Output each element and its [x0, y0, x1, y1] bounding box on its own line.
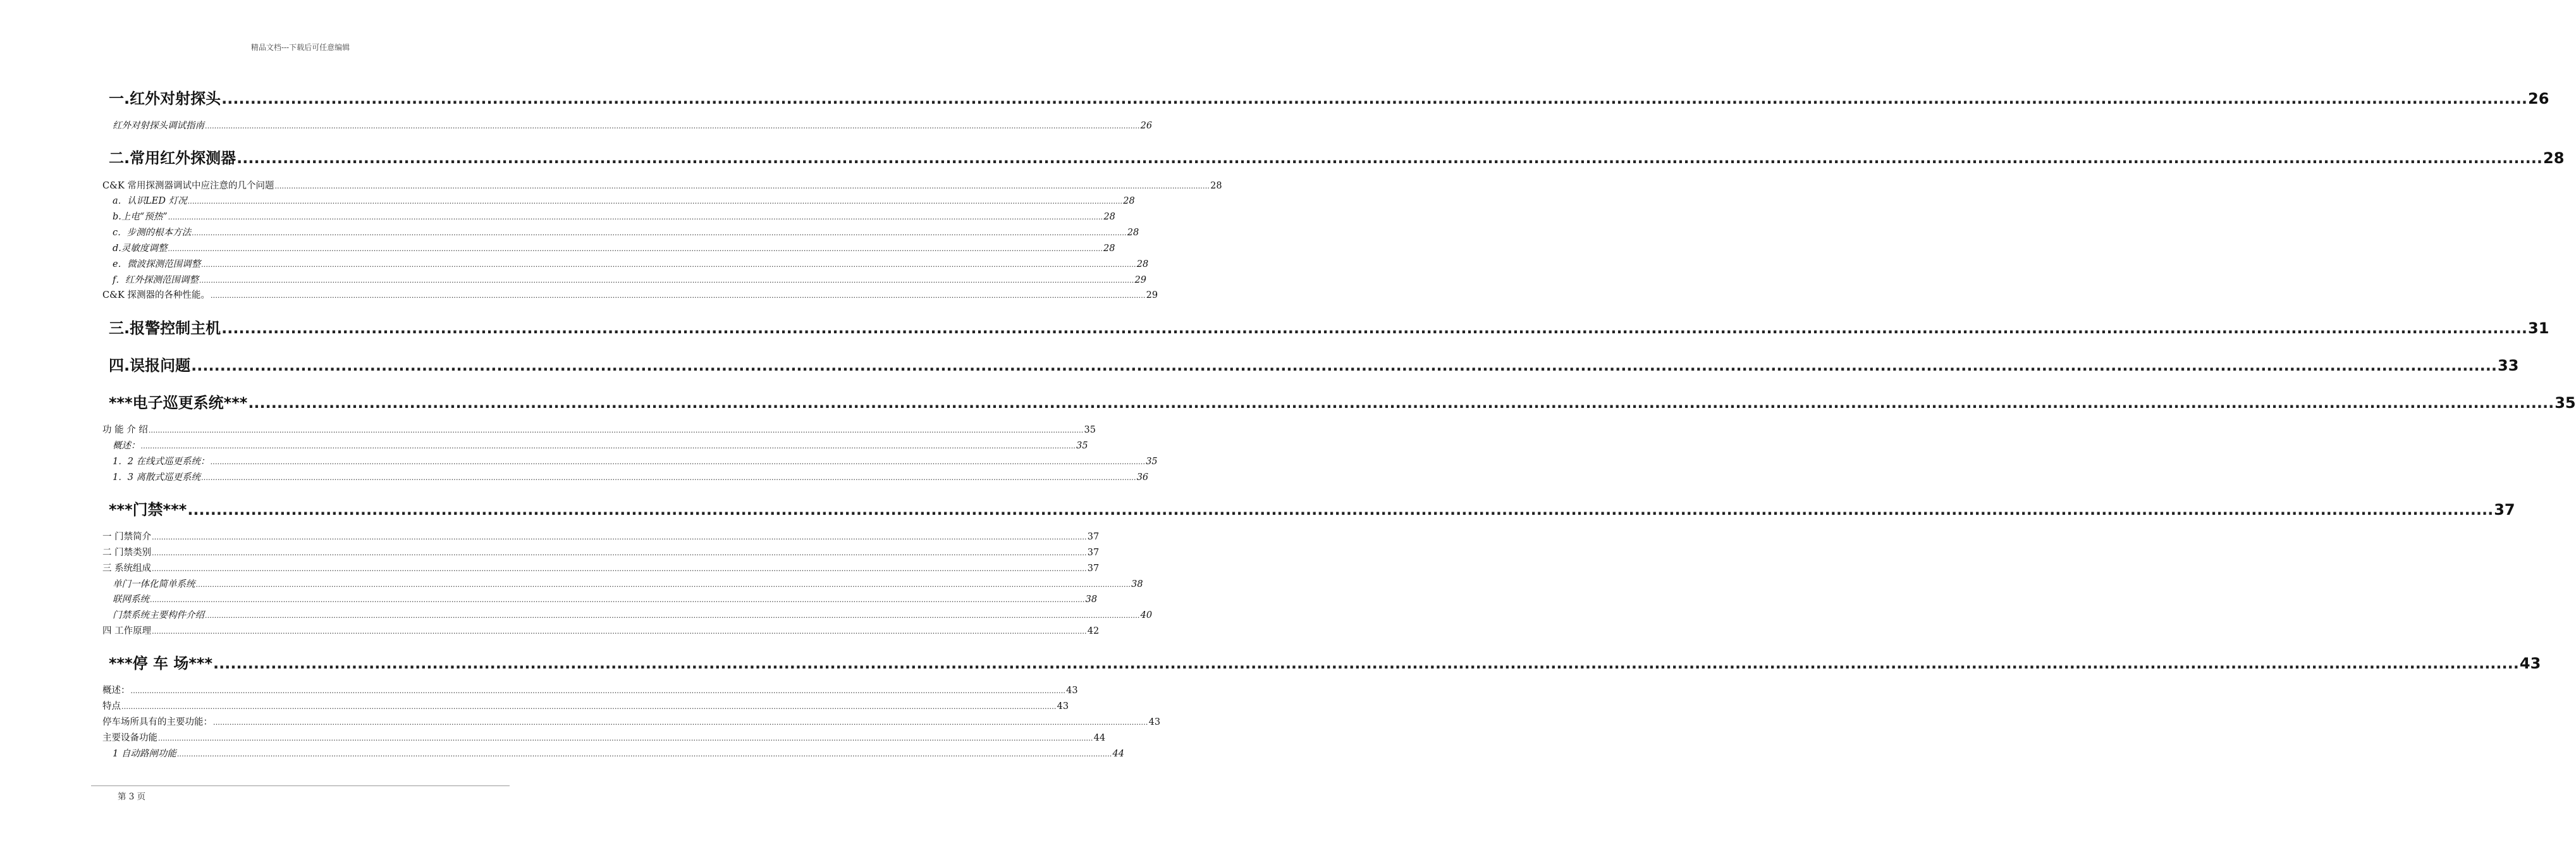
toc-entry-title: f．红外探测范围调整 [113, 275, 199, 285]
toc-entry-title: b.上电“预热” [113, 212, 168, 222]
toc-dot-leader: ................................................................................................................................................................................................................................................................................................................................................................................................................ [221, 319, 2527, 337]
page-number: 第 3 页 [118, 792, 146, 802]
toc-entry-title: 三 系统组成 [102, 564, 152, 574]
toc-dot-leader: ................................................................................................................................................................................................................................................................................................................................................................................................................ [140, 442, 1076, 450]
toc-chapter-entry[interactable] [109, 145, 2565, 167]
toc-entry-title: 概述： [113, 441, 140, 451]
toc-dot-leader: ................................................................................................................................................................................................................................................................................................................................................................................................................ [176, 750, 1112, 758]
toc-page-number: 28 [2543, 149, 2565, 167]
toc-chapter-entry[interactable] [109, 497, 2515, 519]
toc-section-entry[interactable] [113, 118, 1153, 131]
toc-dot-leader: ................................................................................................................................................................................................................................................................................................................................................................................................................ [121, 703, 1057, 711]
toc-dot-leader: ................................................................................................................................................................................................................................................................................................................................................................................................................ [191, 357, 2497, 374]
toc-dot-leader: ................................................................................................................................................................................................................................................................................................................................................................................................................ [168, 245, 1103, 253]
toc-section-entry[interactable] [102, 730, 1106, 743]
toc-dot-leader: ................................................................................................................................................................................................................................................................................................................................................................................................................ [210, 458, 1146, 466]
toc-dot-leader: ................................................................................................................................................................................................................................................................................................................................................................................................................ [148, 426, 1084, 434]
toc-page-number: 29 [1134, 275, 1146, 285]
toc-entry-title: 单门一体化简单系统 [113, 579, 195, 589]
toc-section-entry[interactable] [113, 209, 1115, 222]
toc-entry-title: 四 工作原理 [102, 626, 152, 636]
toc-page-number: 38 [1085, 594, 1098, 605]
toc-dot-leader: ................................................................................................................................................................................................................................................................................................................................................................................................................ [158, 734, 1093, 742]
toc-entry-title: 1．3 离散式巡更系统 [113, 472, 201, 483]
toc-dot-leader: ................................................................................................................................................................................................................................................................................................................................................................................................................ [187, 197, 1123, 206]
toc-page-number: 28 [1123, 196, 1135, 206]
toc-page-number: 35 [1076, 441, 1088, 451]
page-header: 精品文档---下载后可任意编辑 [250, 43, 350, 52]
toc-chapter-entry[interactable] [109, 353, 2519, 374]
toc-entry-title: 特点 [102, 701, 121, 711]
toc-dot-leader: ................................................................................................................................................................................................................................................................................................................................................................................................................ [221, 90, 2527, 108]
toc-page-number: 43 [1148, 717, 1161, 727]
toc-page-number: 43 [1057, 701, 1069, 711]
footer-divider [91, 785, 510, 786]
toc-page-number: 31 [2528, 319, 2549, 337]
toc-entry-title: e．微波探测范围调整 [113, 259, 201, 269]
toc-section-entry[interactable] [102, 288, 1158, 300]
toc-entry-title: 联网系统 [113, 594, 149, 605]
toc-dot-leader: ................................................................................................................................................................................................................................................................................................................................................................................................................ [199, 276, 1134, 285]
toc-dot-leader: ................................................................................................................................................................................................................................................................................................................................................................................................................ [187, 501, 2494, 519]
toc-dot-leader: ................................................................................................................................................................................................................................................................................................................................................................................................................ [152, 565, 1087, 573]
toc-entry-title: C&K 探测器的各种性能。 [102, 290, 210, 300]
toc-dot-leader: ................................................................................................................................................................................................................................................................................................................................................................................................................ [213, 655, 2519, 672]
toc-section-entry[interactable] [102, 699, 1069, 711]
toc-entry-title: 红外对射探头调试指南 [113, 121, 204, 131]
toc-page-number: 28 [1210, 181, 1222, 191]
toc-page-number: 43 [1066, 686, 1078, 696]
toc-entry-title: 一 门禁简介 [102, 532, 152, 542]
toc-dot-leader: ................................................................................................................................................................................................................................................................................................................................................................................................................ [195, 581, 1131, 589]
toc-page-number: 35 [2555, 394, 2576, 412]
toc-page-number: 26 [1140, 121, 1153, 131]
toc-dot-leader: ................................................................................................................................................................................................................................................................................................................................................................................................................ [192, 229, 1127, 237]
toc-page-number: 35 [1146, 457, 1158, 467]
toc-entry-title: ***门禁*** [109, 501, 187, 519]
toc-entry-title: C&K 常用探测器调试中应注意的几个问题 [102, 181, 274, 191]
toc-section-entry[interactable] [102, 624, 1100, 636]
toc-entry-title: 停车场所具有的主要功能： [102, 717, 212, 727]
toc-section-entry[interactable] [113, 273, 1146, 285]
toc-dot-leader: ................................................................................................................................................................................................................................................................................................................................................................................................................ [248, 394, 2555, 412]
toc-chapter-entry[interactable] [109, 86, 2549, 108]
toc-dot-leader: ................................................................................................................................................................................................................................................................................................................................................................................................................ [130, 687, 1066, 695]
toc-page-number: 37 [1087, 548, 1100, 558]
toc-dot-leader: ................................................................................................................................................................................................................................................................................................................................................................................................................ [205, 612, 1140, 620]
toc-entry-title: 概述： [102, 686, 130, 696]
toc-page-number: 36 [1136, 472, 1149, 483]
toc-dot-leader: ................................................................................................................................................................................................................................................................................................................................................................................................................ [168, 213, 1103, 221]
toc-page-number: 43 [2519, 655, 2541, 672]
toc-page-number: 28 [1136, 259, 1149, 269]
toc-entry-title: 三.报警控制主机 [109, 319, 221, 337]
toc-entry-title: 功 能 介 绍 [102, 425, 148, 435]
toc-page-number: 44 [1093, 733, 1106, 743]
toc-section-entry[interactable] [102, 529, 1100, 542]
toc-entry-title: c．步测的根本方法 [113, 228, 192, 238]
toc-section-entry[interactable] [113, 608, 1153, 620]
toc-dot-leader: ................................................................................................................................................................................................................................................................................................................................................................................................................ [213, 718, 1148, 727]
toc-dot-leader: ................................................................................................................................................................................................................................................................................................................................................................................................................ [152, 627, 1087, 636]
toc-entry-title: 一. [109, 90, 130, 108]
toc-section-entry[interactable] [102, 545, 1100, 558]
toc-dot-leader: ................................................................................................................................................................................................................................................................................................................................................................................................................ [152, 549, 1087, 557]
toc-chapter-entry[interactable] [109, 390, 2576, 412]
toc-entry-title: 1 自动路闸功能 [113, 749, 176, 759]
toc-dot-leader: ................................................................................................................................................................................................................................................................................................................................................................................................................ [236, 149, 2542, 167]
toc-page-number: 28 [1103, 243, 1115, 254]
toc-section-entry[interactable] [102, 422, 1096, 435]
toc-page-number: 40 [1140, 610, 1153, 620]
toc-section-entry[interactable] [102, 683, 1078, 696]
toc-section-entry[interactable] [113, 241, 1115, 254]
toc-entry-title: 二.常用红外探测器 [109, 149, 236, 167]
toc-entry-title: 红外对射探头 [130, 90, 221, 108]
toc-entry-title: 主要设备功能 [102, 733, 157, 743]
toc-section-entry[interactable] [113, 592, 1098, 605]
toc-page-number: 38 [1131, 579, 1143, 589]
toc-entry-title: a．认识LED 灯况 [113, 196, 187, 206]
toc-entry-title: 门禁系统主要构件介绍 [113, 610, 204, 620]
toc-dot-leader: ................................................................................................................................................................................................................................................................................................................................................................................................................ [150, 596, 1085, 604]
toc-entry-title: ***停 车 场*** [109, 655, 213, 672]
toc-section-entry[interactable] [102, 561, 1100, 574]
toc-dot-leader: ................................................................................................................................................................................................................................................................................................................................................................................................................ [152, 533, 1087, 541]
toc-section-entry[interactable] [113, 470, 1149, 483]
toc-dot-leader: ................................................................................................................................................................................................................................................................................................................................................................................................................ [201, 261, 1136, 269]
toc-section-entry[interactable] [102, 715, 1161, 727]
toc-page-number: 28 [1103, 212, 1115, 222]
toc-entry-title: ***电子巡更系统*** [109, 394, 248, 412]
toc-page-number: 33 [2498, 357, 2519, 374]
toc-section-entry[interactable] [113, 577, 1143, 589]
toc-page-number: 37 [1087, 564, 1100, 574]
toc-page-number: 29 [1146, 290, 1158, 300]
toc-page-number: 44 [1112, 749, 1124, 759]
toc-section-entry[interactable] [113, 225, 1139, 238]
toc-page-number: 42 [1087, 626, 1100, 636]
toc-entry-title: 四.误报问题 [109, 357, 191, 374]
toc-section-entry[interactable] [113, 746, 1124, 759]
toc-page-number: 35 [1084, 425, 1096, 435]
toc-dot-leader: ................................................................................................................................................................................................................................................................................................................................................................................................................ [210, 292, 1146, 300]
toc-dot-leader: ................................................................................................................................................................................................................................................................................................................................................................................................................ [205, 122, 1140, 130]
toc-chapter-entry[interactable] [109, 651, 2541, 672]
toc-dot-leader: ................................................................................................................................................................................................................................................................................................................................................................................................................ [201, 474, 1136, 482]
toc-page-number: 37 [2494, 501, 2515, 519]
toc-section-entry[interactable] [113, 454, 1158, 467]
toc-chapter-entry[interactable] [109, 316, 2549, 337]
toc-dot-leader: ................................................................................................................................................................................................................................................................................................................................................................................................................ [274, 182, 1210, 190]
toc-section-entry[interactable] [113, 194, 1135, 206]
toc-entry-title: 二 门禁类别 [102, 548, 152, 558]
toc-section-entry[interactable] [113, 257, 1149, 269]
toc-section-entry[interactable] [113, 438, 1088, 451]
toc-section-entry[interactable] [102, 178, 1222, 191]
toc-entry-title: d.灵敏度调整 [113, 243, 168, 254]
toc-page-number: 28 [1127, 228, 1139, 238]
toc-page-number: 37 [1087, 532, 1100, 542]
toc-entry-title: 1．2 在线式巡更系统： [113, 457, 210, 467]
toc-page-number: 26 [2528, 90, 2549, 108]
